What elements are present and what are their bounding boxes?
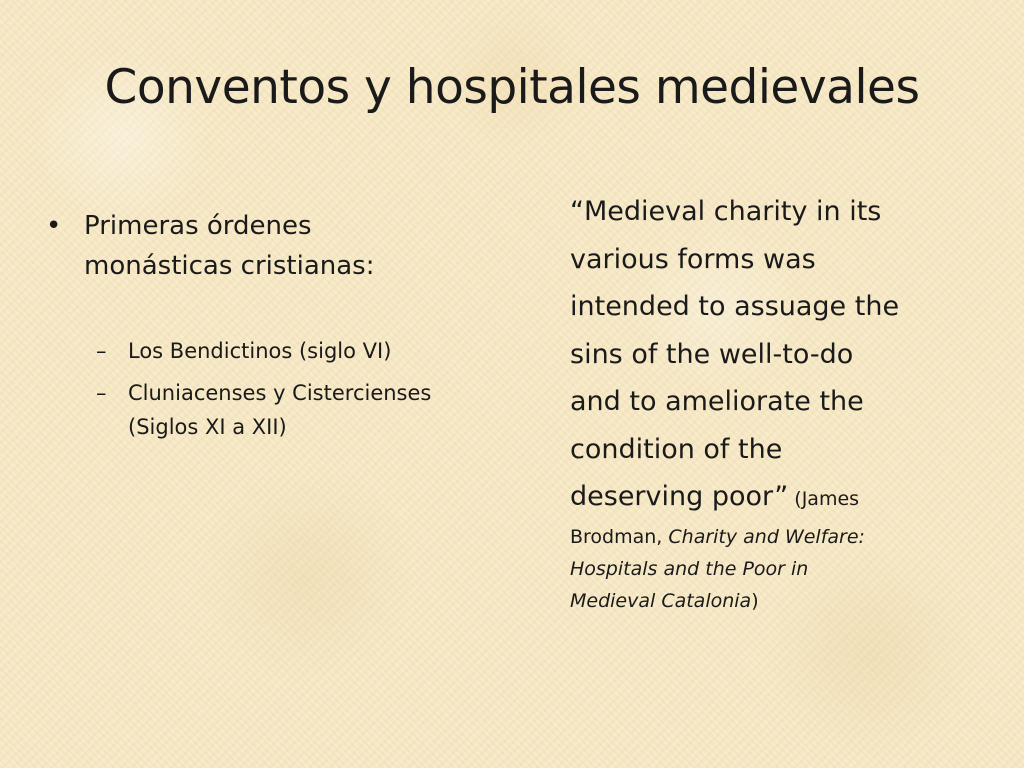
bullet-text-line-1: Primeras órdenes bbox=[84, 211, 312, 241]
sub-bullet-item bbox=[46, 334, 546, 368]
quote-line: condition of the bbox=[570, 433, 783, 465]
sub-bullet-text-line-1: Cluniacenses y Cistercienses bbox=[128, 381, 432, 405]
left-column bbox=[46, 206, 546, 452]
quote-text: deserving poor” bbox=[570, 481, 789, 512]
bullet-icon: • bbox=[46, 211, 62, 241]
sub-bullet-text: Los Bendictinos (siglo VI) bbox=[128, 339, 392, 363]
slide-title: Conventos y hospitales medievales bbox=[104, 60, 920, 115]
dash-icon: – bbox=[96, 381, 107, 405]
quote-line: “Medieval charity in its bbox=[570, 196, 882, 227]
citation-close: ) bbox=[751, 589, 759, 612]
citation-open: (James bbox=[788, 488, 860, 510]
quote-line: intended to assuage the bbox=[570, 291, 900, 322]
dash-icon: – bbox=[96, 339, 107, 363]
bullet-item bbox=[46, 206, 546, 286]
quote-line: and to ameliorate the bbox=[570, 386, 864, 417]
bullet-text-line-2: monásticas cristianas: bbox=[84, 251, 375, 281]
quote-block bbox=[570, 188, 990, 617]
sub-bullet-item bbox=[46, 376, 546, 444]
citation-book-title: Charity and Welfare: bbox=[668, 525, 865, 548]
quote-line: various forms was bbox=[570, 243, 816, 275]
citation-line bbox=[570, 585, 990, 617]
citation-book-title: Medieval Catalonia bbox=[570, 589, 752, 612]
citation-author: Brodman, bbox=[570, 525, 669, 548]
sub-bullet-list bbox=[46, 334, 546, 444]
citation-line bbox=[570, 521, 990, 553]
sub-bullet-text-line-2: (Siglos XI a XII) bbox=[128, 415, 287, 439]
quote-line: sins of the well-to-do bbox=[570, 338, 854, 370]
citation-book-title: Hospitals and the Poor in bbox=[570, 557, 809, 580]
quote-line-last bbox=[570, 473, 990, 521]
citation-line bbox=[570, 553, 990, 585]
